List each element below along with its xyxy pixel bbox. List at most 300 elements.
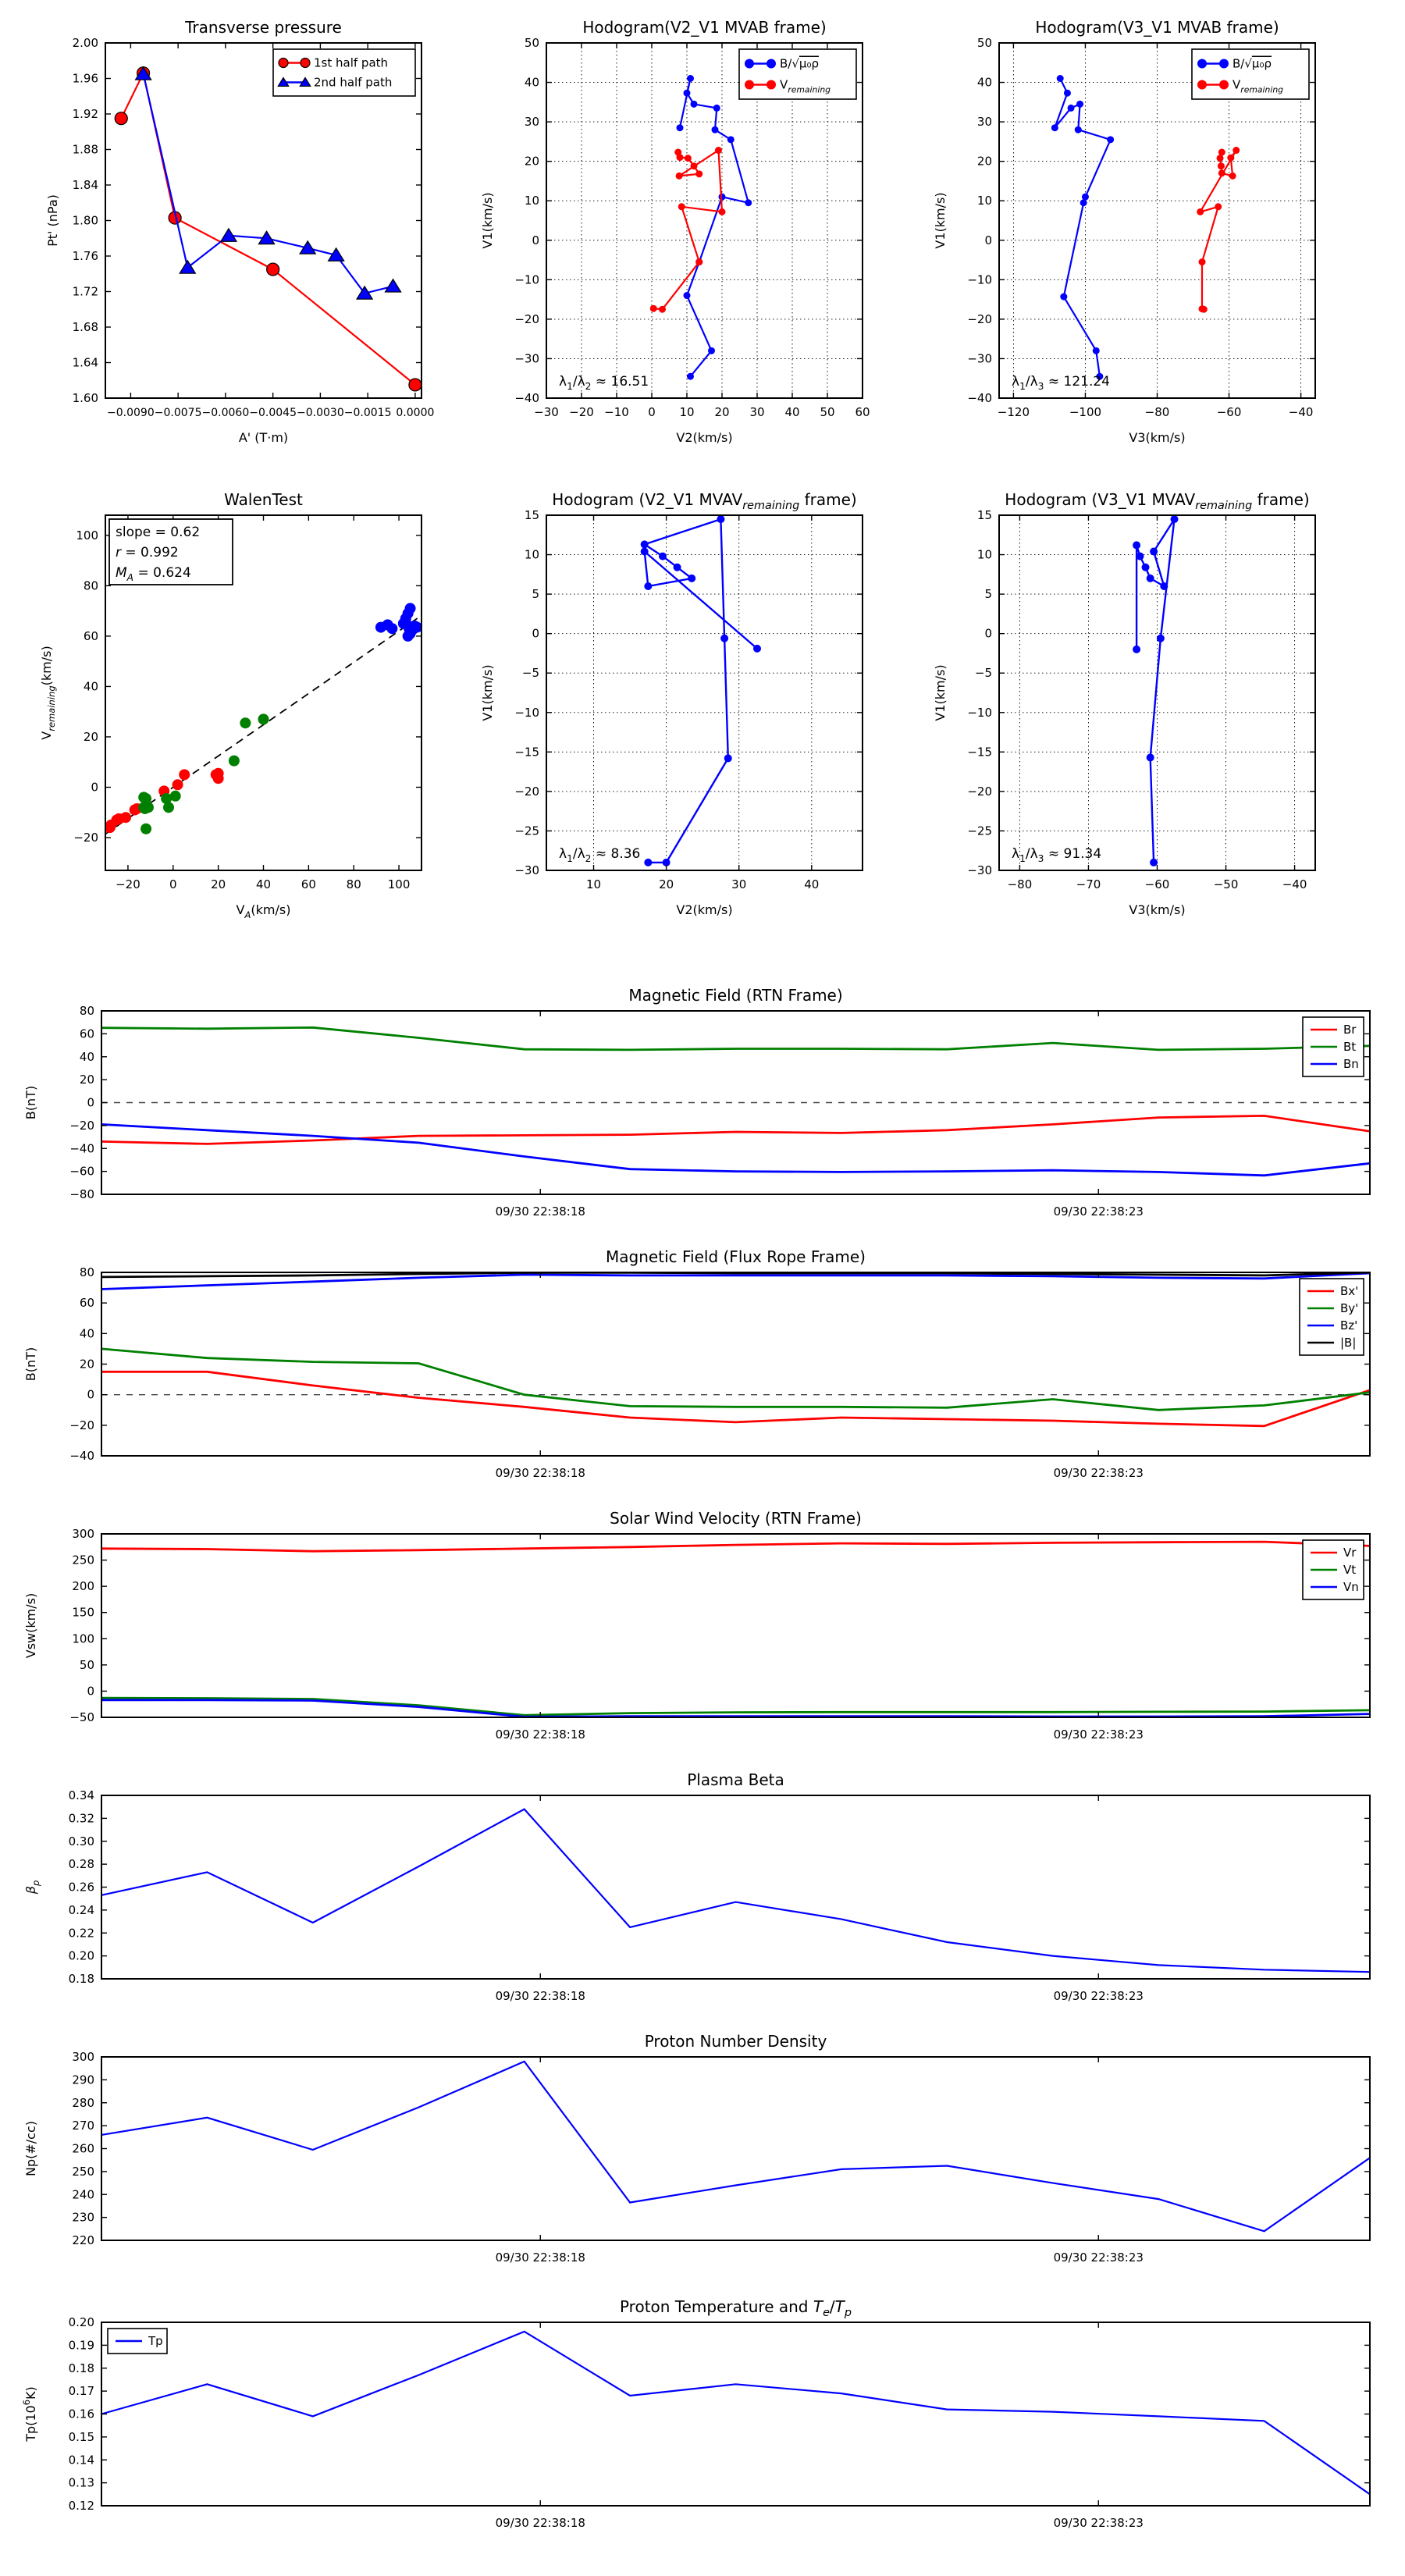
chart-title: Hodogram(V3_V1 MVAB frame) [1035, 18, 1279, 37]
marker-dot [1068, 105, 1075, 112]
marker-dot [1133, 541, 1140, 549]
y-tick-label: 0 [532, 233, 539, 247]
marker-dot [717, 515, 724, 523]
y-tick-label: 20 [976, 154, 992, 169]
y-axis-label: V1(km/s) [933, 664, 948, 721]
chart-plasma-beta [23, 1770, 1370, 2003]
marker-dot [687, 75, 694, 82]
y-axis-label: Pt' (nPa) [45, 194, 60, 247]
marker-dot [687, 373, 694, 380]
legend-label: $V_{remaining}$ [780, 77, 831, 95]
series-group [101, 1542, 1370, 1717]
marker-dot [1197, 59, 1207, 69]
x-tick-label: −70 [1076, 877, 1101, 891]
y-tick-label: 220 [72, 2233, 94, 2247]
legend-label: Bx' [1340, 1284, 1359, 1298]
marker-dot [173, 779, 183, 790]
y-tick-label: 0 [87, 1387, 94, 1402]
marker-dot [767, 80, 776, 90]
y-tick-label: 15 [976, 508, 992, 522]
marker-dot [1197, 208, 1204, 215]
y-tick-label: −10 [514, 272, 539, 287]
series-group [650, 75, 752, 380]
marker-dot [1064, 90, 1071, 97]
marker-dot [1160, 582, 1168, 590]
marker-dot [405, 603, 416, 614]
y-tick-label: 80 [79, 1265, 94, 1279]
y-tick-label: −60 [69, 1164, 94, 1179]
series-group [101, 2332, 1370, 2495]
chart-title: Proton Number Density [644, 2032, 827, 2051]
chart-magnetic-field-rtn [23, 986, 1370, 1219]
x-tick-label: 20 [211, 877, 226, 891]
legend-label: Bn [1343, 1057, 1359, 1071]
marker-dot [1199, 258, 1206, 265]
legend-label: Vr [1343, 1546, 1357, 1560]
chart-title: Plasma Beta [687, 1770, 784, 1789]
series-Tp [101, 2332, 1370, 2495]
marker-dot [719, 208, 726, 215]
legend-label: Bz' [1340, 1318, 1358, 1332]
chart-title: Solar Wind Velocity (RTN Frame) [610, 1509, 862, 1528]
chart-title: Hodogram (V2_V1 $MVAV_{remaining}$ frame) [552, 490, 857, 512]
marker-dot [1232, 147, 1240, 154]
x-axis-label: V3(km/s) [1129, 430, 1186, 445]
marker-dot [678, 203, 685, 210]
x-tick-label: −0.0015 [343, 407, 392, 419]
marker-dot [685, 155, 692, 162]
y-tick-label: −20 [514, 311, 539, 326]
y-tick-label: 60 [79, 1026, 94, 1041]
marker-dot [644, 582, 652, 590]
y-tick-label: 230 [72, 2210, 94, 2225]
y-tick-label: 40 [79, 1326, 94, 1341]
y-tick-label: 280 [72, 2095, 94, 2110]
series-By' [101, 1349, 1370, 1410]
series-fit [105, 615, 422, 834]
y-tick-label: 0.17 [68, 2384, 94, 2399]
y-tick-label: −30 [967, 863, 992, 877]
y-tick-label: 1.92 [72, 107, 98, 121]
y-tick-label: 0.34 [68, 1788, 94, 1802]
y-tick-label: 15 [524, 508, 539, 522]
marker-circle [115, 112, 127, 125]
marker-dot [677, 124, 684, 131]
chart-title: Proton Temperature and $T_e/T_p$ [619, 2297, 852, 2319]
legend-label: Bt [1343, 1040, 1357, 1054]
x-tick-label: 0 [648, 405, 656, 419]
y-tick-label: 1.84 [72, 178, 98, 192]
x-tick-label: 30 [731, 877, 747, 891]
series-1st half path [121, 73, 415, 385]
x-tick-label: 10 [585, 877, 602, 891]
y-tick-label: 0 [984, 233, 992, 247]
y-tick-label: 0.22 [68, 1926, 94, 1941]
y-tick-label: −80 [69, 1187, 94, 1201]
legend-label: B/√μ₀ρ [780, 56, 819, 71]
y-tick-label: 50 [524, 36, 539, 50]
series-V remaining [653, 151, 722, 310]
marker-dot [712, 126, 719, 133]
marker-dot [1133, 646, 1140, 653]
y-tick-label: 20 [524, 154, 539, 169]
y-tick-label: 60 [79, 1296, 94, 1311]
y-tick-label: 0.18 [68, 2361, 94, 2375]
y-tick-label: 40 [83, 679, 98, 694]
x-tick-label: −80 [1007, 877, 1033, 891]
marker-dot [163, 802, 174, 813]
x-tick-label: 30 [749, 405, 765, 419]
x-tick-label: −60 [1144, 877, 1170, 891]
marker-dot [1218, 162, 1225, 169]
y-tick-label: 1.96 [72, 71, 98, 86]
marker-circle [267, 263, 279, 276]
x-tick-label: −0.0090 [107, 407, 155, 419]
legend-label: Br [1343, 1023, 1357, 1037]
marker-dot [1150, 548, 1158, 556]
y-tick-label: 300 [72, 1527, 94, 1541]
y-tick-label: 30 [976, 115, 992, 130]
marker-dot [1217, 155, 1224, 162]
marker-circle [301, 59, 310, 68]
marker-dot [1051, 124, 1058, 131]
axes-frame [101, 1534, 1370, 1717]
marker-dot [1076, 101, 1083, 108]
marker-dot [1215, 203, 1222, 210]
series-group [101, 1809, 1370, 1973]
series-Vr [101, 1542, 1370, 1551]
marker-dot [1229, 173, 1236, 180]
legend-label: $V_{remaining}$ [1232, 77, 1284, 95]
marker-dot [170, 791, 181, 802]
x-tick-label: 09/30 22:38:23 [1053, 1727, 1144, 1742]
chart-proton-number-density [23, 2032, 1370, 2265]
marker-dot [1218, 149, 1225, 156]
chart-hodogram-v2v1-mvab [480, 18, 870, 445]
y-tick-label: 30 [524, 115, 539, 130]
y-tick-label: −20 [967, 311, 992, 326]
series-group [101, 1027, 1370, 1176]
axes-frame [101, 1795, 1370, 1979]
marker-dot [676, 173, 683, 180]
chart-title: Transverse pressure [185, 18, 342, 37]
lambda-annotation: $\lambda_1/\lambda_2 \approx 8.36$ [559, 846, 641, 864]
marker-dot [179, 769, 190, 780]
legend-label: By' [1340, 1301, 1359, 1315]
y-tick-label: −40 [69, 1141, 94, 1156]
y-tick-label: −20 [69, 1418, 94, 1432]
marker-dot [1057, 75, 1064, 82]
x-axis-label: V3(km/s) [1129, 902, 1186, 917]
marker-dot [724, 754, 732, 762]
series-group [1051, 75, 1240, 380]
x-tick-label: −100 [1069, 405, 1102, 419]
y-tick-label: 300 [72, 2050, 94, 2064]
y-tick-label: −30 [967, 351, 992, 366]
y-tick-label: 1.76 [72, 249, 98, 263]
marker-dot [1219, 80, 1229, 90]
x-tick-label: −30 [534, 405, 559, 419]
y-tick-label: −15 [967, 745, 992, 760]
marker-dot [1147, 575, 1154, 582]
y-tick-label: 1.72 [72, 284, 98, 299]
chart-hodogram-v3v1-mvav [933, 490, 1315, 917]
y-tick-label: 2.00 [72, 36, 98, 50]
y-axis-label: Np(#/cc) [23, 2121, 38, 2176]
y-tick-label: 20 [83, 729, 98, 744]
y-tick-label: 0.12 [68, 2499, 94, 2513]
y-tick-label: 150 [72, 1605, 94, 1620]
y-tick-label: 40 [79, 1049, 94, 1064]
marker-dot [713, 105, 720, 112]
marker-dot [641, 548, 649, 556]
x-tick-label: 09/30 22:38:23 [1053, 1466, 1144, 1480]
marker-dot [1093, 347, 1100, 354]
y-tick-label: 0 [87, 1684, 94, 1699]
x-tick-label: 0 [169, 877, 177, 891]
marker-circle [409, 379, 422, 391]
chart-title: WalenTest [224, 490, 303, 509]
marker-dot [684, 292, 691, 299]
y-tick-label: 20 [79, 1073, 94, 1087]
axes-frame [101, 2057, 1370, 2240]
y-tick-label: 200 [72, 1579, 94, 1594]
y-tick-label: 0 [87, 1095, 94, 1110]
y-tick-label: 40 [976, 75, 992, 90]
y-tick-label: 0 [91, 780, 98, 795]
x-tick-label: −0.0030 [297, 407, 344, 419]
series-Br [101, 1115, 1370, 1144]
series-group [101, 2062, 1370, 2231]
y-tick-label: −5 [974, 666, 992, 681]
y-tick-label: 250 [72, 2164, 94, 2179]
chart-proton-temperature [21, 2297, 1370, 2530]
marker-triangle [221, 229, 237, 241]
x-tick-label: −40 [1288, 405, 1314, 419]
y-axis-label: $Tp(10^6K)$ [21, 2386, 38, 2442]
marker-dot [1218, 169, 1225, 176]
marker-dot [1171, 515, 1179, 523]
y-tick-label: −5 [521, 666, 539, 681]
marker-dot [1142, 564, 1150, 571]
y-tick-label: −30 [514, 863, 539, 877]
y-axis-label: V1(km/s) [480, 192, 495, 249]
x-tick-label: 09/30 22:38:23 [1053, 2250, 1144, 2265]
y-tick-label: −10 [967, 272, 992, 287]
marker-dot [1219, 59, 1229, 69]
marker-dot [229, 756, 240, 767]
legend-label: B/√μ₀ρ [1232, 56, 1272, 71]
y-tick-label: 40 [524, 75, 539, 90]
chart-hodogram-v3v1-mvab [933, 18, 1315, 445]
marker-dot [674, 564, 681, 571]
chart-magnetic-field-flux-rope [23, 1247, 1370, 1480]
y-tick-label: 60 [83, 628, 98, 643]
marker-dot [1107, 136, 1114, 143]
y-tick-label: 0.20 [68, 2315, 94, 2329]
marker-dot [720, 635, 728, 642]
x-tick-label: −10 [604, 405, 629, 419]
legend-label: 1st half path [314, 55, 389, 70]
x-tick-label: 09/30 22:38:23 [1053, 2516, 1144, 2530]
series-group [641, 515, 761, 866]
y-tick-label: 0.30 [68, 1834, 94, 1848]
x-tick-label: 09/30 22:38:18 [495, 1466, 585, 1480]
series-B/sqrt(mu0 rho) [680, 79, 749, 377]
y-tick-label: 240 [72, 2187, 94, 2202]
x-tick-label: 40 [784, 405, 800, 419]
marker-dot [745, 80, 754, 90]
x-tick-label: 50 [820, 405, 835, 419]
y-tick-label: 0.28 [68, 1857, 94, 1872]
marker-dot [708, 347, 715, 354]
x-axis-label: V2(km/s) [676, 430, 733, 445]
x-tick-label: 100 [387, 877, 411, 891]
x-tick-label: 20 [659, 877, 674, 891]
axes-frame [999, 515, 1315, 870]
marker-dot [120, 812, 131, 823]
marker-dot [1227, 155, 1234, 162]
y-axis-label: $V_{remaining}(km/s)$ [39, 646, 57, 740]
marker-dot [727, 136, 735, 143]
axes-frame [101, 2322, 1370, 2506]
marker-dot [213, 773, 224, 784]
y-tick-label: 0.13 [68, 2475, 94, 2490]
marker-dot [695, 258, 702, 265]
marker-dot [688, 575, 695, 582]
y-axis-label: Vsw(km/s) [23, 1592, 38, 1659]
y-tick-label: −10 [514, 705, 539, 720]
marker-dot [641, 540, 649, 548]
y-tick-label: 290 [72, 2073, 94, 2087]
y-tick-label: 100 [76, 528, 98, 543]
y-axis-label: $\beta_p$ [23, 1880, 41, 1895]
y-tick-label: 5 [984, 587, 992, 602]
y-axis-label: V1(km/s) [480, 664, 495, 721]
y-tick-label: 100 [72, 1631, 94, 1646]
chart-title: Magnetic Field (RTN Frame) [628, 986, 843, 1005]
y-tick-label: −30 [514, 351, 539, 366]
x-tick-label: 09/30 22:38:23 [1053, 1204, 1144, 1219]
y-tick-label: 0.24 [68, 1902, 94, 1917]
y-tick-label: −40 [69, 1449, 94, 1463]
y-tick-label: −20 [73, 831, 98, 845]
series-group [105, 603, 422, 834]
x-tick-label: −0.0045 [249, 407, 297, 419]
x-tick-label: −40 [1282, 877, 1307, 891]
y-tick-label: 0.19 [68, 2338, 94, 2353]
series-V remaining hodogram [1136, 519, 1174, 863]
x-tick-label: 40 [255, 877, 272, 891]
x-tick-label: −20 [116, 877, 140, 891]
marker-dot [691, 101, 698, 108]
marker-dot [753, 645, 761, 653]
series-Bt [101, 1027, 1370, 1050]
stats-line: r = 0.992 [116, 545, 179, 560]
x-tick-label: 80 [346, 877, 361, 891]
x-tick-label: −120 [997, 405, 1030, 419]
marker-dot [659, 306, 666, 313]
lambda-annotation: $\lambda_1/\lambda_3 \approx 91.34$ [1012, 846, 1102, 864]
marker-dot [745, 59, 754, 69]
y-tick-label: −20 [514, 784, 539, 799]
x-tick-label: 20 [714, 405, 730, 419]
series-beta-p [101, 1809, 1370, 1973]
legend-label: 2nd half path [314, 75, 393, 90]
y-tick-label: 80 [79, 1004, 94, 1018]
y-tick-label: −20 [69, 1118, 94, 1133]
marker-dot [240, 717, 251, 728]
x-tick-label: −0.0075 [154, 407, 202, 419]
y-tick-label: −50 [69, 1710, 94, 1724]
x-tick-label: 09/30 22:38:18 [495, 2250, 585, 2265]
y-tick-label: 10 [976, 547, 992, 562]
marker-dot [715, 147, 722, 154]
marker-dot [400, 617, 411, 628]
y-tick-label: 0.26 [68, 1880, 94, 1895]
lambda-annotation: $\lambda_1/\lambda_3 \approx 121.24$ [1012, 374, 1110, 392]
series-group [101, 1272, 1370, 1426]
x-tick-label: −80 [1144, 405, 1170, 419]
series-Bx' [101, 1372, 1370, 1426]
y-tick-label: 0 [984, 626, 992, 641]
y-tick-label: 1.88 [72, 142, 98, 157]
y-tick-label: 20 [79, 1357, 94, 1372]
series-V remaining hodogram [645, 519, 757, 863]
x-tick-label: 60 [855, 405, 870, 419]
y-tick-label: 1.80 [72, 213, 98, 228]
series-group [115, 67, 422, 391]
marker-dot [1150, 859, 1158, 866]
x-tick-label: 0.0000 [396, 407, 435, 419]
y-tick-label: −40 [514, 391, 539, 405]
y-tick-label: 50 [79, 1657, 94, 1672]
marker-dot [143, 802, 154, 813]
series-2nd half path [144, 74, 393, 294]
y-axis-label: B(nT) [23, 1085, 38, 1120]
y-tick-label: 0.15 [68, 2429, 94, 2444]
y-tick-label: 5 [532, 587, 539, 602]
marker-dot [1136, 553, 1144, 560]
marker-dot [1060, 294, 1067, 301]
y-tick-label: 0.20 [68, 1948, 94, 1963]
marker-triangle [385, 279, 400, 292]
marker-dot [1157, 635, 1165, 642]
stats-line: $M_A = 0.624$ [116, 565, 191, 583]
x-tick-label: 09/30 22:38:23 [1053, 1989, 1144, 2003]
chart-hodogram-v2v1-mvav [480, 490, 863, 917]
marker-dot [1082, 194, 1089, 201]
marker-dot [386, 623, 397, 634]
y-tick-label: 80 [83, 578, 98, 593]
marker-dot [258, 713, 269, 724]
marker-dot [691, 162, 698, 169]
x-tick-label: 09/30 22:38:18 [495, 1204, 585, 1219]
y-tick-label: −25 [967, 824, 992, 838]
marker-dot [644, 859, 652, 866]
y-tick-label: 10 [524, 547, 539, 562]
y-tick-label: 0.14 [68, 2453, 94, 2467]
chart-transverse-pressure [45, 18, 434, 445]
legend-label: Vn [1343, 1580, 1359, 1594]
y-tick-label: 10 [524, 194, 539, 208]
x-tick-label: 09/30 22:38:18 [495, 2516, 585, 2530]
chart-title: Hodogram (V3_V1 $MVAV_{remaining}$ frame) [1005, 490, 1310, 512]
marker-dot [1200, 306, 1208, 313]
x-tick-label: 60 [301, 877, 316, 891]
x-axis-label: V2(km/s) [676, 902, 733, 917]
marker-dot [767, 59, 776, 69]
